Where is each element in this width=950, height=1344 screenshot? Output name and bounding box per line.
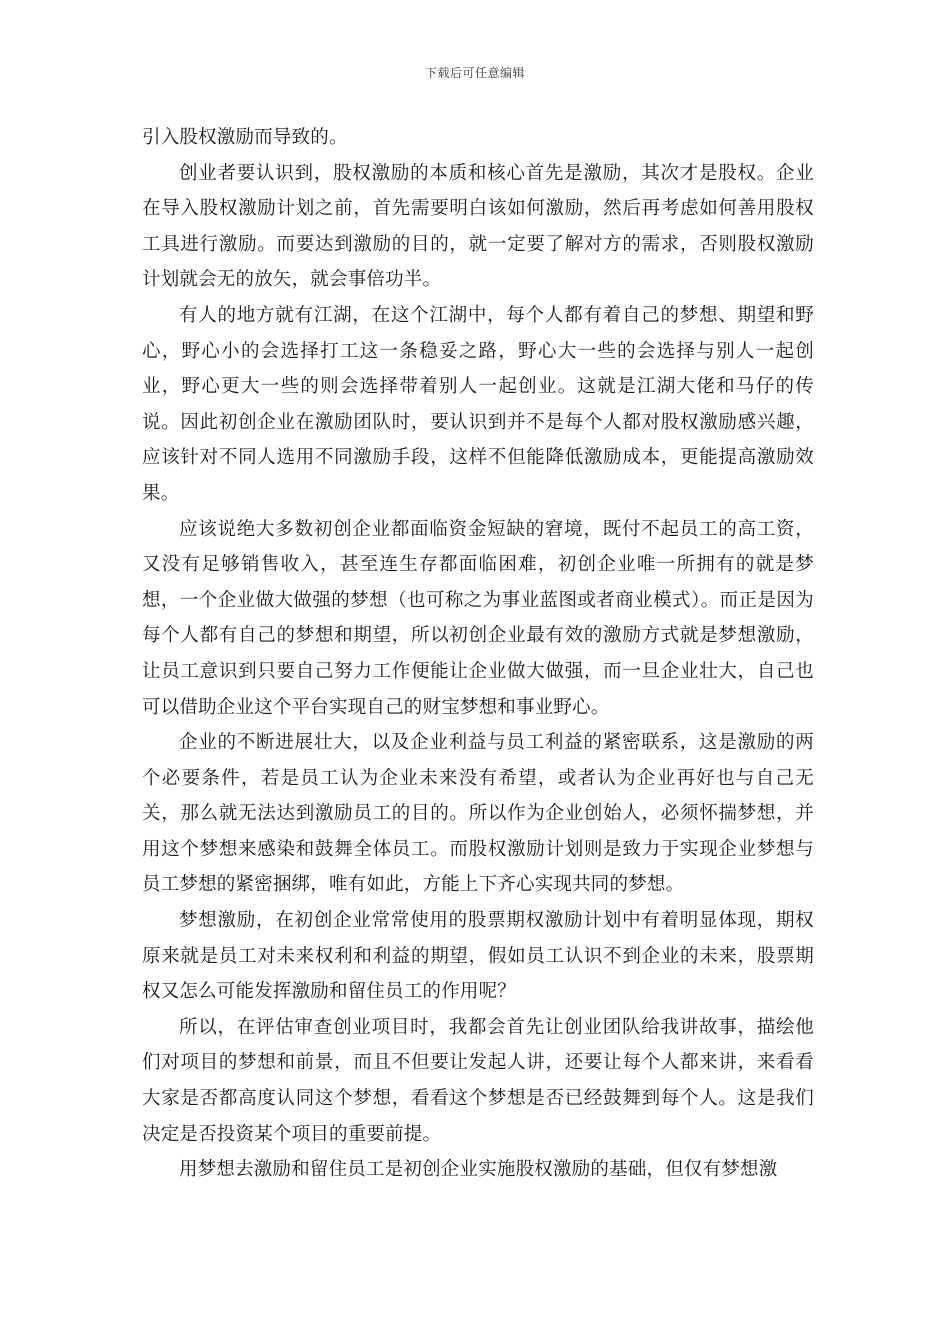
paragraph: 企业的不断进展壮大，以及企业利益与员工利益的紧密联系，这是激励的两个必要条件，若是员工认为企业未来没有希望，或者认为企业再好也与自己无关，那么就无法达到激励员工的目的。所以作为企业创始人，必须怀揣梦想，并用这个梦想来感染和鼓舞全体员工。而股权激励计划则是致力于实现企业梦想与员工梦想的紧密捆绑，唯有如此，方能上下齐心实现共同的梦想。 — [142, 732, 814, 896]
paragraph: 所以，在评估审查创业项目时，我都会首先让创业团队给我讲故事，描绘他们对项目的梦想和前景，而且不但要让发起人讲，还要让每个人都来讲，来看看大家是否都高度认同这个梦想，看看这个梦想是否已经鼓舞到每个人。这是我们决定是否投资某个项目的重要前提。 — [142, 1016, 814, 1145]
paragraph: 用梦想去激励和留住员工是初创企业实施股权激励的基础，但仅有梦想激 — [179, 1159, 778, 1181]
paragraph: 引入股权激励而导致的。 — [142, 127, 348, 148]
paragraph: 应该说绝大多数初创企业都面临资金短缺的窘境，既付不起员工的高工资，又没有足够销售收入，甚至连生存都面临困难，初创企业唯一所拥有的就是梦想，一个企业做大做强的梦想（也可称之为事业蓝图或者商业模式）。而正是因为每个人都有自己的梦想和期望，所以初创企业最有效的激励方式就是梦想激励，让员工意识到只要自己努力工作便能让企业做大做强，而一旦企业壮大，自己也可以借助企业这个平台实现自己的财宝梦想和事业野心。 — [142, 518, 814, 718]
paragraph: 创业者要认识到，股权激励的本质和核心首先是激励，其次才是股权。企业在导入股权激励计划之前，首先需要明白该如何激励，然后再考虑如何善用股权工具进行激励。而要达到激励的目的，就一定要了解对方的需求，否则股权激励计划就会无的放矢，就会事倍功半。 — [142, 162, 814, 291]
page-header: 下载后可任意编辑 — [424, 66, 525, 80]
paragraph: 有人的地方就有江湖，在这个江湖中，每个人都有着自己的梦想、期望和野心，野心小的会选择打工这一条稳妥之路，野心大一些的会选择与别人一起创业，野心更大一些的则会选择带着别人一起创业。这就是江湖大佬和马仔的传说。因此初创企业在激励团队时，要认识到并不是每个人都对股权激励感兴趣，应该针对不同人选用不同激励手段，这样不但能降低激励成本，更能提高激励效果。 — [142, 304, 814, 504]
paragraph: 梦想激励，在初创企业常常使用的股票期权激励计划中有着明显体现，期权原来就是员工对未来权利和利益的期望，假如员工认识不到企业的未来，股票期权又怎么可能发挥激励和留住员工的作用呢？ — [142, 910, 814, 1003]
body-text — [142, 120, 814, 1188]
